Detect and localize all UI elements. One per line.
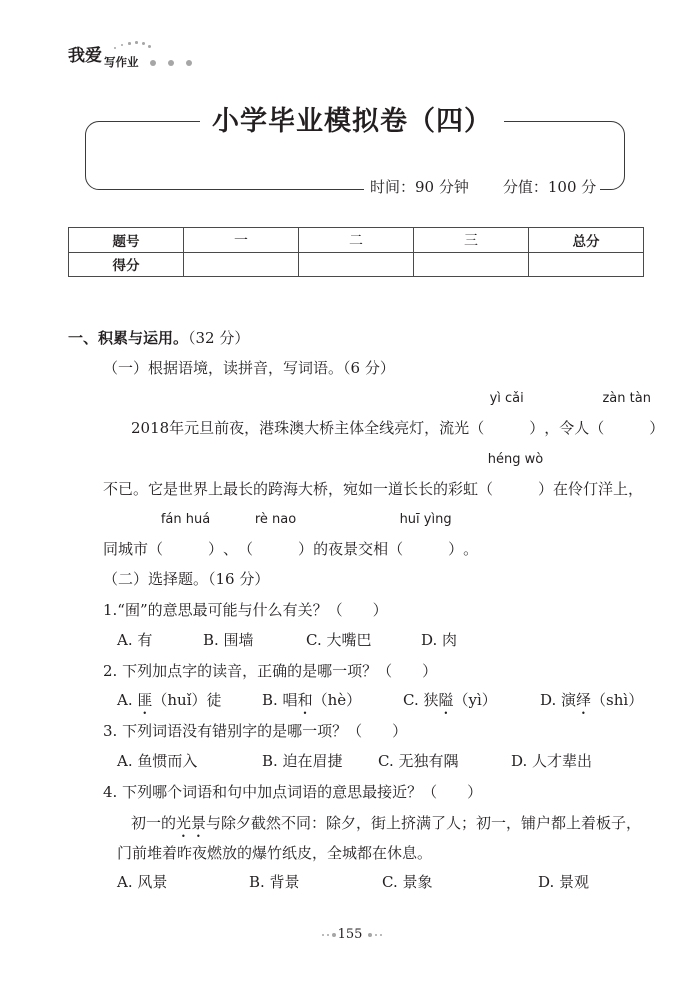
passage-text: 同城市 xyxy=(103,540,149,558)
question-stem: 2. 下列加点字的读音，正确的是哪一项？（ ） xyxy=(103,662,438,680)
fill-blank xyxy=(238,512,314,559)
blank-parentheses: （ ） xyxy=(148,540,224,558)
option-c: C. 无独有隅 xyxy=(378,752,459,770)
exam-total-score: 分值：100 分 xyxy=(502,178,597,196)
option-text: （hè） xyxy=(312,691,362,709)
option-a: A. 风景 xyxy=(117,873,168,891)
footer-dot xyxy=(322,934,324,936)
score-cell xyxy=(529,252,644,277)
score-cell xyxy=(414,252,529,277)
option-text: （yì） xyxy=(453,691,497,709)
option-b: B. 背景 xyxy=(249,873,300,891)
exam-time: 时间：90 分钟 xyxy=(370,178,469,196)
section-1-heading xyxy=(68,328,249,348)
option-c xyxy=(403,690,497,718)
decor-dot xyxy=(186,60,192,66)
score-cell xyxy=(299,252,414,277)
page-number: 155 xyxy=(337,927,363,942)
decor-dot xyxy=(148,45,151,48)
option-text: D. 演 xyxy=(540,691,577,709)
passage-text: 。 xyxy=(463,540,479,558)
pinyin-hint: huī yìng xyxy=(399,512,452,527)
option-a: A. 鱼惯而入 xyxy=(117,752,198,770)
fill-blank xyxy=(469,391,545,438)
quoted-passage-line xyxy=(131,813,641,841)
dotted-char: 隘 xyxy=(438,691,454,709)
score-cell xyxy=(184,252,299,277)
option-a xyxy=(117,690,222,718)
blank-parentheses: （ ） xyxy=(469,419,545,437)
passage-text: 的夜景交相 xyxy=(313,540,389,558)
score-table-header-cell: 一 xyxy=(184,228,299,253)
passage-line xyxy=(103,452,644,499)
fill-blank xyxy=(478,452,554,499)
option-d xyxy=(540,690,643,718)
quoted-passage-line: 门前堆着昨夜燃放的爆竹纸皮，全城都在休息。 xyxy=(117,844,433,862)
score-table-header-cell: 题号 xyxy=(69,228,184,253)
pinyin-hint: yì cǎi xyxy=(489,391,524,406)
passage-text: 与除夕截然不同：除夕，街上挤满了人；初一，铺户都上着板子， xyxy=(206,814,642,832)
question-stem: 4. 下列哪个词语和句中加点词语的意思最接近？（ ） xyxy=(103,783,483,801)
footer-dot xyxy=(332,933,336,937)
passage-text: 不已。它是世界上最长的跨海大桥，宛如一道长长的彩虹 xyxy=(103,480,479,498)
option-text: （shì） xyxy=(591,691,644,709)
footer-dot xyxy=(368,933,372,937)
score-table-header-cell: 二 xyxy=(299,228,414,253)
pinyin-hint: zàn tàn xyxy=(602,391,651,406)
decor-dot xyxy=(114,47,116,49)
passage-line xyxy=(131,391,665,438)
blank-parentheses: （ ） xyxy=(238,540,314,558)
footer-dot xyxy=(375,934,377,936)
question-stem: 3. 下列词语没有错别字的是哪一项？（ ） xyxy=(103,722,408,740)
score-table-score-row xyxy=(69,252,644,277)
score-table-header-cell: 三 xyxy=(414,228,529,253)
passage-text: 2018年元旦前夜，港珠澳大桥主体全线亮灯，流光 xyxy=(131,419,470,437)
option-d: D. 肉 xyxy=(421,631,458,649)
fill-blank xyxy=(589,391,665,438)
passage-text: 、 xyxy=(223,540,239,558)
fill-blank xyxy=(148,512,224,559)
option-d: D. 景观 xyxy=(538,873,590,891)
option-text: C. 狭 xyxy=(403,691,439,709)
pinyin-hint: fán huá xyxy=(160,512,211,527)
decor-dot xyxy=(121,44,123,46)
footer-dot xyxy=(380,934,382,936)
blank-parentheses: （ ） xyxy=(388,540,464,558)
option-text: A. xyxy=(117,691,138,709)
option-text: B. 唱 xyxy=(262,691,298,709)
passage-line xyxy=(103,512,479,559)
score-row-label: 得分 xyxy=(69,252,184,277)
section-1-points: （32 分） xyxy=(188,329,250,347)
part-1-heading: （一）根据语境，读拼音，写词语。（6 分） xyxy=(103,359,395,377)
dotted-char: 匪 xyxy=(137,691,153,709)
option-c: C. 大嘴巴 xyxy=(306,631,372,649)
dotted-word: 光景 xyxy=(176,814,207,832)
option-b: B. 迫在眉捷 xyxy=(262,752,343,770)
passage-text: 在伶仃洋上， xyxy=(553,480,644,498)
exam-meta xyxy=(364,177,600,197)
section-1-title: 一、积累与运用。 xyxy=(68,329,189,347)
option-c: C. 景象 xyxy=(382,873,433,891)
option-text: （huǐ）徒 xyxy=(152,691,222,709)
dotted-char: 绎 xyxy=(576,691,592,709)
passage-text: ，令人 xyxy=(544,419,590,437)
part-2-heading: （二）选择题。（16 分） xyxy=(103,570,270,588)
score-table-header-row xyxy=(69,228,644,253)
decor-dot xyxy=(168,60,174,66)
score-table xyxy=(68,227,644,277)
pinyin-hint: héng wò xyxy=(487,452,544,467)
decor-dot xyxy=(150,60,156,66)
footer-dot xyxy=(327,934,329,936)
option-b: B. 围墙 xyxy=(203,631,254,649)
pinyin-hint: rè nao xyxy=(254,512,297,527)
option-b xyxy=(262,690,361,718)
option-a: A. 有 xyxy=(117,631,153,649)
blank-parentheses: （ ） xyxy=(478,480,554,498)
decor-dot xyxy=(128,42,131,45)
blank-parentheses: （ ） xyxy=(589,419,665,437)
dotted-char: 和 xyxy=(297,691,313,709)
brand-logo-main: 我爱 xyxy=(68,46,102,66)
decor-dot xyxy=(142,42,145,45)
score-table-header-cell: 总分 xyxy=(529,228,644,253)
decor-dot xyxy=(135,41,138,44)
option-d: D. 人才辈出 xyxy=(511,752,593,770)
question-stem: 1.“囿”的意思最可能与什么有关？（ ） xyxy=(103,601,388,619)
exam-title: 小学毕业模拟卷（四） xyxy=(200,106,504,138)
fill-blank xyxy=(388,512,464,559)
passage-text: 初一的 xyxy=(131,814,177,832)
brand-logo-sub: 写作业 xyxy=(104,55,139,69)
